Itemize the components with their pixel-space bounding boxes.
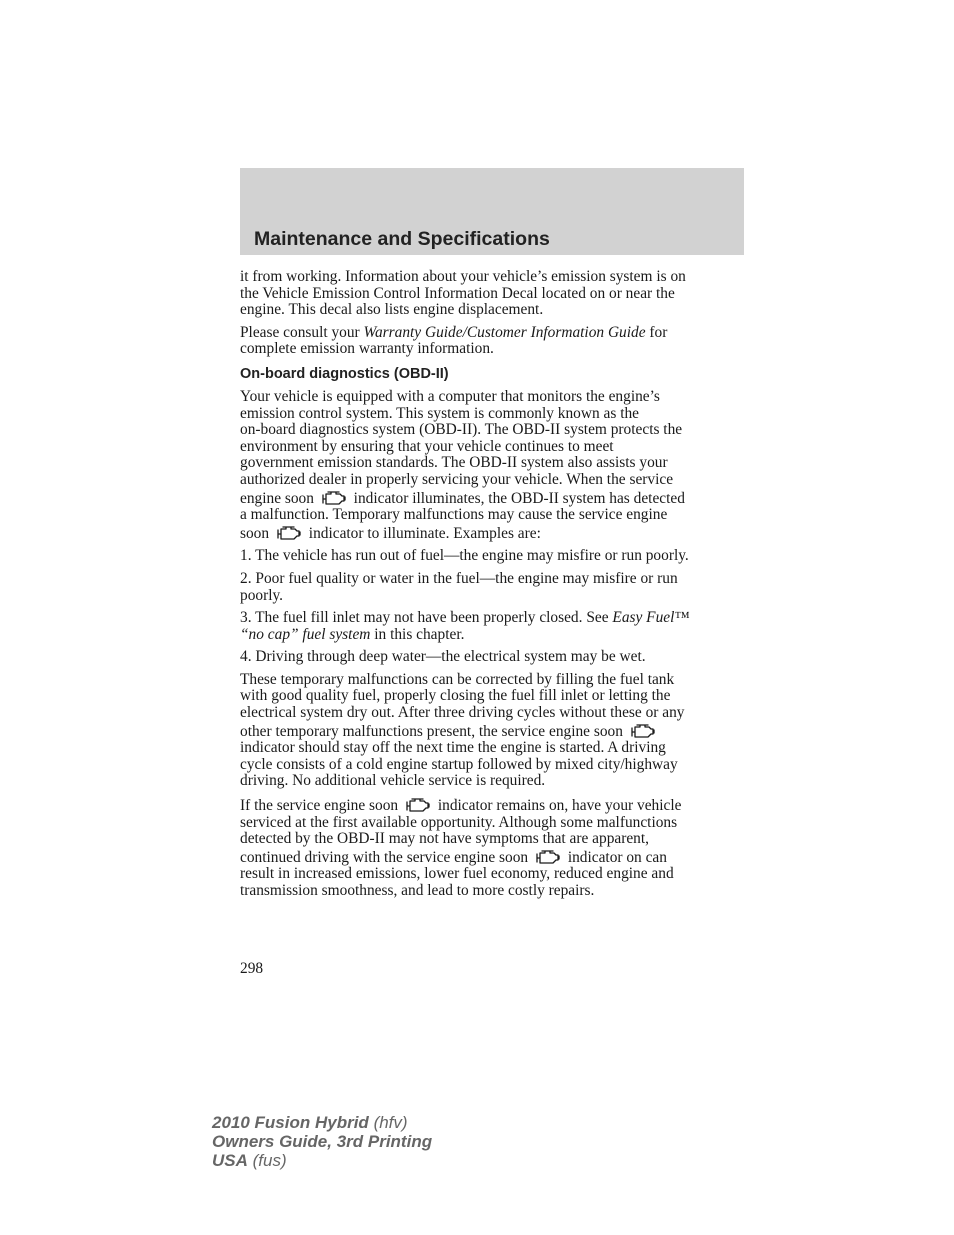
text-line: government emission standards. The OBD-II system also assists your xyxy=(240,454,668,472)
paragraph-emission-info xyxy=(240,269,744,319)
text-span: other temporary malfunctions present, the service engine soon xyxy=(240,722,623,740)
text-line xyxy=(240,796,744,815)
text-line: the Vehicle Emission Control Information Decal located on or near the xyxy=(240,284,675,302)
text-span: indicator to illuminate. Examples are: xyxy=(308,524,541,542)
text-span: engine soon xyxy=(240,489,314,507)
service-engine-soon-icon xyxy=(629,722,657,740)
text-span: indicator illuminates, the OBD-II system has detected xyxy=(353,489,685,507)
list-item-3 xyxy=(240,610,744,643)
footer-line-model xyxy=(212,1113,432,1132)
footer-model-code: (hfv) xyxy=(373,1113,408,1132)
footer-line-guide xyxy=(212,1132,432,1151)
text-line xyxy=(240,610,744,627)
text-line: with good quality fuel, properly closing the fuel fill inlet or letting the xyxy=(240,687,671,705)
footer-line-market xyxy=(212,1151,432,1170)
text-line xyxy=(240,722,744,741)
text-line: 4. Driving through deep water—the electrical system may be wet. xyxy=(240,648,646,666)
text-line: result in increased emissions, lower fuel economy, reduced engine and xyxy=(240,865,674,883)
service-engine-soon-icon xyxy=(275,524,303,542)
text-span: for xyxy=(649,323,668,341)
text-line xyxy=(240,848,744,867)
text-line: indicator should stay off the next time the engine is started. A driving xyxy=(240,739,666,757)
text-line: 2. Poor fuel quality or water in the fuel—the engine may misfire or run xyxy=(240,569,678,587)
text-line: cycle consists of a cold engine startup followed by mixed city/highway xyxy=(240,755,678,773)
service-engine-soon-icon xyxy=(404,796,432,814)
text-line xyxy=(240,524,744,543)
paragraph-obd-intro xyxy=(240,389,744,542)
text-line: driving. No additional vehicle service is required. xyxy=(240,772,546,790)
text-line: electrical system dry out. After three driving cycles without these or any xyxy=(240,704,685,722)
text-span: 3. The fuel fill inlet may not have been properly closed. See xyxy=(240,609,609,627)
text-span: in this chapter. xyxy=(374,625,465,643)
text-line xyxy=(240,325,744,342)
text-span: continued driving with the service engine soon xyxy=(240,848,529,866)
text-line: These temporary malfunctions can be corrected by filling the fuel tank xyxy=(240,670,675,688)
paragraph-temporary-malfunctions xyxy=(240,672,744,790)
text-line xyxy=(240,489,744,508)
text-line: complete emission warranty information. xyxy=(240,340,494,358)
text-span: If the service engine soon xyxy=(240,797,399,815)
easy-fuel-reference: “no cap” fuel system xyxy=(240,625,371,643)
section-header-band xyxy=(240,168,744,255)
footer-market-code: (fus) xyxy=(252,1151,287,1170)
text-line: detected by the OBD-II may not have symptoms that are apparent, xyxy=(240,830,650,848)
text-line: 1. The vehicle has run out of fuel—the engine may misfire or run poorly. xyxy=(240,547,689,565)
service-engine-soon-icon xyxy=(320,489,348,507)
text-line: Your vehicle is equipped with a computer that monitors the engine’s xyxy=(240,387,660,405)
paragraph-indicator-remains-on xyxy=(240,796,744,900)
text-line: it from working. Information about your vehicle’s emission system is on xyxy=(240,268,686,285)
list-item-4 xyxy=(240,649,744,666)
text-line: poorly. xyxy=(240,586,284,604)
section-heading-obd: On-board diagnostics (OBD-II) xyxy=(240,365,449,382)
footer-market: USA xyxy=(212,1151,248,1170)
page-body xyxy=(240,269,744,906)
text-span: indicator remains on, have your vehicle xyxy=(437,797,682,815)
section-title: Maintenance and Specifications xyxy=(254,228,550,250)
text-line: authorized dealer in properly servicing your vehicle. When the service xyxy=(240,470,674,488)
paragraph-warranty xyxy=(240,325,744,358)
footer-model: 2010 Fusion Hybrid xyxy=(212,1113,369,1132)
text-line: environment by ensuring that your vehicle continues to meet xyxy=(240,437,614,455)
text-line: engine. This decal also lists engine displacement. xyxy=(240,301,544,319)
text-span: soon xyxy=(240,524,270,542)
text-line: on-board diagnostics system (OBD-II). The OBD-II system protects the xyxy=(240,421,683,439)
service-engine-soon-icon xyxy=(534,848,562,866)
warranty-guide-reference: Warranty Guide/Customer Information Guide xyxy=(363,323,646,341)
list-item-1 xyxy=(240,548,744,565)
list-item-2 xyxy=(240,571,744,604)
document-footer xyxy=(212,1113,432,1170)
text-line: serviced at the first available opportunity. Although some malfunctions xyxy=(240,813,678,831)
text-span: indicator on can xyxy=(567,848,667,866)
footer-guide: Owners Guide, 3rd Printing xyxy=(212,1132,433,1151)
text-line xyxy=(240,627,744,644)
easy-fuel-reference: Easy Fuel™ xyxy=(612,609,690,627)
text-line: a malfunction. Temporary malfunctions may cause the service engine xyxy=(240,506,668,524)
text-line: transmission smoothness, and lead to more costly repairs. xyxy=(240,882,595,899)
text-span: Please consult your xyxy=(240,323,360,341)
text-line: emission control system. This system is commonly known as the xyxy=(240,404,639,422)
page-number: 298 xyxy=(240,960,264,977)
